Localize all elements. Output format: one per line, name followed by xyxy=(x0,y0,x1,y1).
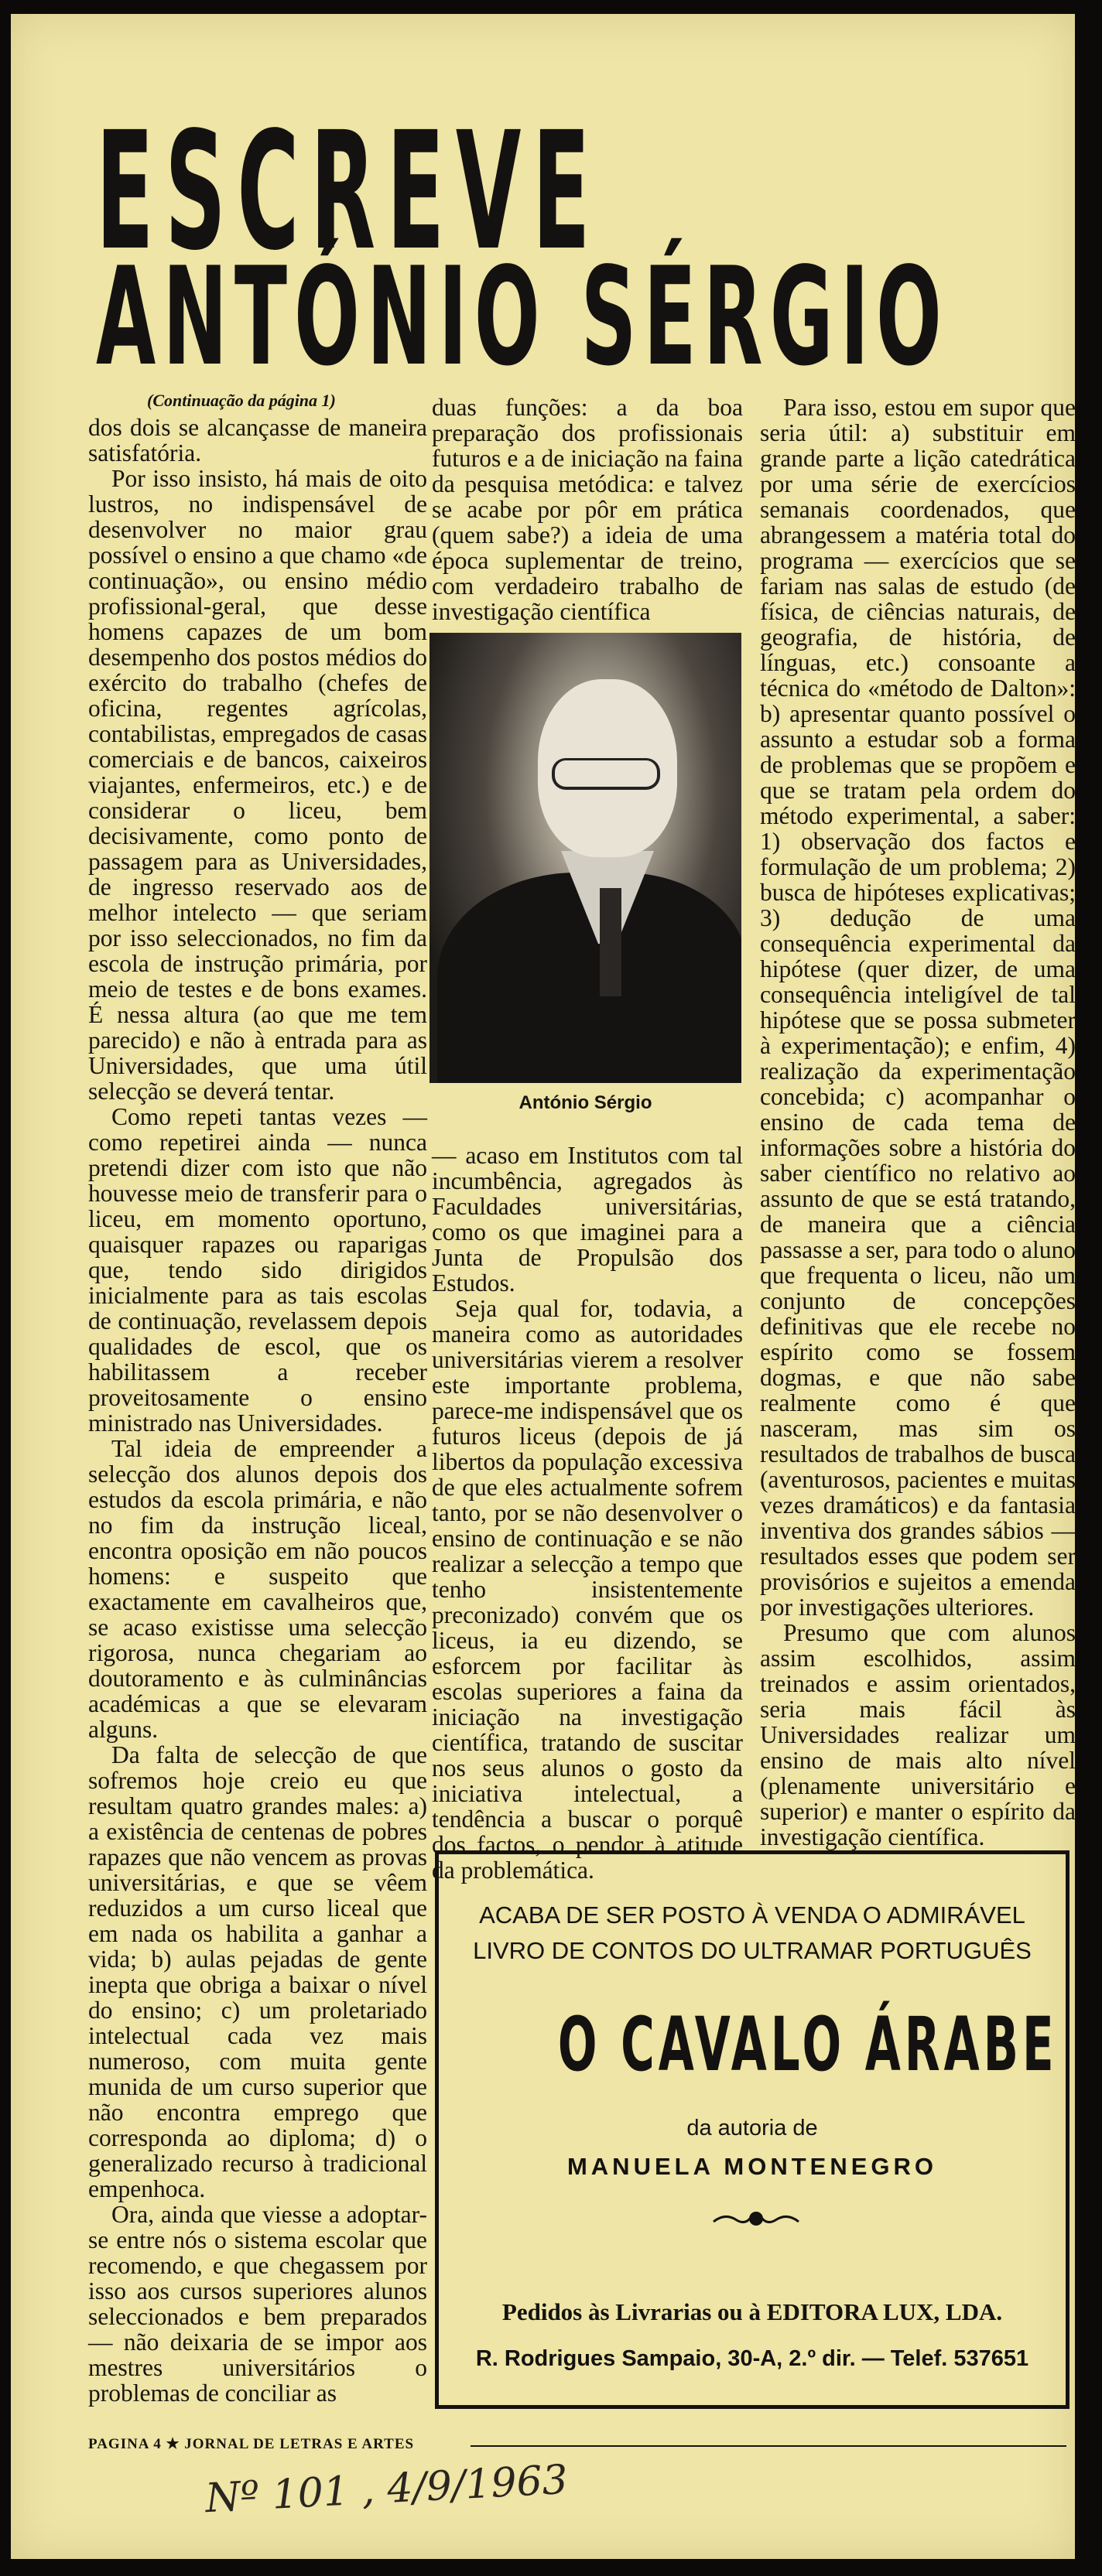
photo-tie-shape xyxy=(600,888,621,996)
page-footer: PAGINA 4 ★ JORNAL DE LETRAS E ARTES xyxy=(88,2436,415,2452)
paragraph: Para isso, estou em supor que seria útil: a) substituir em grande parte a lição catedrática por uma série de exercícios semanais coordenados, que abrangessem a matéria total do programa — exercícios que se fariam nas salas de estudo (de física, de ciências naturais, de geografia, de história, de línguas, etc.) consoante a técnica do «método de Dalton»: b) apresentar quanto possível o assunto a estudar sob a forma de problemas que se propõem e que se tratam pela ordem do método experimental, a saber: 1) observação dos factos e formulação de um problema; 2) busca de hipóteses explicativas; 3) dedução de uma consequência experimental da hipótese (quer dizer, de uma consequência inteligível de tal hipótese que se possa submeter à experimentação); e enfim, 4) realização da experimentação concebida; c) acompanhar o ensino de cada tema de informações sobre a história do saber científico no relativo ao assunto de que se está tratando, de maneira que a ciência passasse a ser, para todo o aluno que frequenta o liceu, não um conjunto de concepções definitivas que ele recebe no espírito como se fossem dogmas, e que não sabe realmente como é que nasceram, mas sim os resultados de trabalhos de busca (aventurosos, pacientes e muitas vezes dramáticos) e da fantasia inventiva dos grandes sábios — resultados esses que podem ser provisórios e sujeitos a emenda por investigações ulteriores. xyxy=(760,394,1076,1621)
paragraph: dos dois se alcançasse de maneira satisfatória. xyxy=(88,414,427,466)
book-advertisement xyxy=(435,1850,1069,2409)
paragraph: Por isso insisto, há mais de oito lustros, no indispensável de desenvolver no maior grau possível o ensino a que chamo «de continuação», ou ensino médio profissional-geral, que desse homens capazes de um bom desempenho dos postos médios do exército do trabalho (chefes de oficina, regentes agrícolas, contabilistas, empregados de casas comerciais e de bancos, caixeiros viajantes, enfermeiros, etc.) e de considerar o liceu, bem decisivamente, como ponto de passagem para as Universidades, de ingresso reservado aos de melhor intelecto — que seriam por isso seleccionados, no fim da escola de instrução primária, por meio de testes e de bons exames. É nessa altura (ao que me tem parecido) e não à entrada para as Universidades, que uma útil selecção se deverá tentar. xyxy=(88,465,427,1105)
ad-byline: da autoria de xyxy=(686,2116,818,2140)
paragraph: Presumo que com alunos assim escolhidos, assim treinados e assim orientados, seria mais fácil às Universidades realizar um ensino de mais alto nível (plenamente universitário e superior) e manter o espírito da investigação científica. xyxy=(760,1619,1076,1850)
paragraph: Seja qual for, todavia, a maneira como as autoridades universitárias vierem a resolver este importante problema, parece-me indispensável que os futuros liceus (depois de já libertos da população excessiva de que eles actualmente sofrem tanto, por se não desenvolver o ensino de continuação e se não realizar a selecção a tempo que tenho insistentemente preconizado) convém que os liceus, ia eu dizendo, se esforcem por facilitar às escolas superiores a faina da iniciação na investigação científica, tratando de suscitar nos seus alunos o gosto da iniciativa intelectual, a tendência a buscar o porquê dos factos, o pendor à atitude da problemática. xyxy=(432,1295,743,1884)
ad-author: MANUELA MONTENEGRO xyxy=(566,2153,938,2180)
article-column-3 xyxy=(760,395,1076,1850)
paragraph: Ora, ainda que viesse a adoptar-se entre nós o sistema escolar que recomendo, e que chegassem por isso aos cursos superiores alunos seleccionados e bem preparados — não deixaria de se impor aos mestres universitários o problemas de conciliar as xyxy=(88,2201,427,2407)
ad-headline xyxy=(439,1898,1066,1969)
ad-order-info: Pedidos às Livrarias ou à EDITORA LUX, LDA. xyxy=(501,2298,1003,2325)
paragraph: Como repeti tantas vezes — como repetirei ainda — nunca pretendi dizer com isto que não houvesse meio de transferir para o liceu, em momento oportuno, quaisquer rapazes ou raparigas que, tendo sido dirigidos inicialmente para as tais escolas de continuação, revelassem depois qualidades de escol, que os habilitassem a receber proveitosamente o ensino ministrado nas Universidades. xyxy=(88,1103,427,1437)
ad-headline-line2: LIVRO DE CONTOS DO ULTRAMAR PORTUGUÊS xyxy=(473,1937,1032,1964)
handwritten-note: Nº 101 , 4/9/1963 xyxy=(204,2456,570,2523)
ad-address: R. Rodrigues Sampaio, 30-A, 2.º dir. — Telef. 537651 xyxy=(475,2346,1029,2371)
ad-book-title: O CAVALO ÁRABE xyxy=(557,2001,1058,2088)
paragraph: duas funções: a da boa preparação dos profissionais futuros e a de iniciação na faina da pesquisa metódica: e talvez se acabe por pôr em prática (quem sabe?) a ideia de uma época suplementar de treino, com verdadeiro trabalho de investigação científica xyxy=(432,394,743,625)
paragraph: — acaso em Institutos com tal incumbência, agregados às Faculdades universitárias, como os que imaginei para a Junta de Propulsão dos Estudos. xyxy=(432,1142,743,1297)
paragraph: Da falta de selecção de que sofremos hoje creio eu que resultam quatro grandes males: a) a existência de centenas de pobres rapazes que não vencem as provas universitárias, e que se vêem reduzidos a um curso liceal que em nada os habilita a ganhar a vida; b) aulas pejadas de gente inepta que obriga a baixar o nível do ensino; c) um proletariado intelectual cada vez mais numeroso, com muita gente munida de um curso superior que não encontra emprego que corresponda ao diploma; d) o generalizado recurso à tradicional empenhoca. xyxy=(88,1741,427,2202)
headline-line1: ESCREVE xyxy=(96,97,602,286)
portrait-photo xyxy=(430,633,741,1083)
ornament-icon xyxy=(710,2205,803,2233)
paragraph: Tal ideia de empreender a selecção dos alunos depois dos estudos da escola primária, e não no fim da instrução liceal, encontra oposição em não poucos homens: e suspeito que exactamente em cavalheiros que, se acaso existisse uma selecção rigorosa, nunca chegariam ao doutoramento e às culminâncias académicas a que se elevaram alguns. xyxy=(88,1435,427,1743)
headline-line2: ANTÓNIO SÉRGIO xyxy=(96,239,949,396)
photo-caption: António Sérgio xyxy=(518,1092,652,1113)
article-column-2-bottom xyxy=(432,1143,743,1883)
article-column-1 xyxy=(88,415,427,2406)
continuation-note: (Continuação da página 1) xyxy=(147,391,336,410)
ad-headline-line1: ACABA DE SER POSTO À VENDA O ADMIRÁVEL xyxy=(479,1901,1025,1929)
article-column-2-top xyxy=(432,395,743,624)
photo-glasses-shape xyxy=(552,758,660,790)
footer-rule xyxy=(471,2445,1066,2447)
